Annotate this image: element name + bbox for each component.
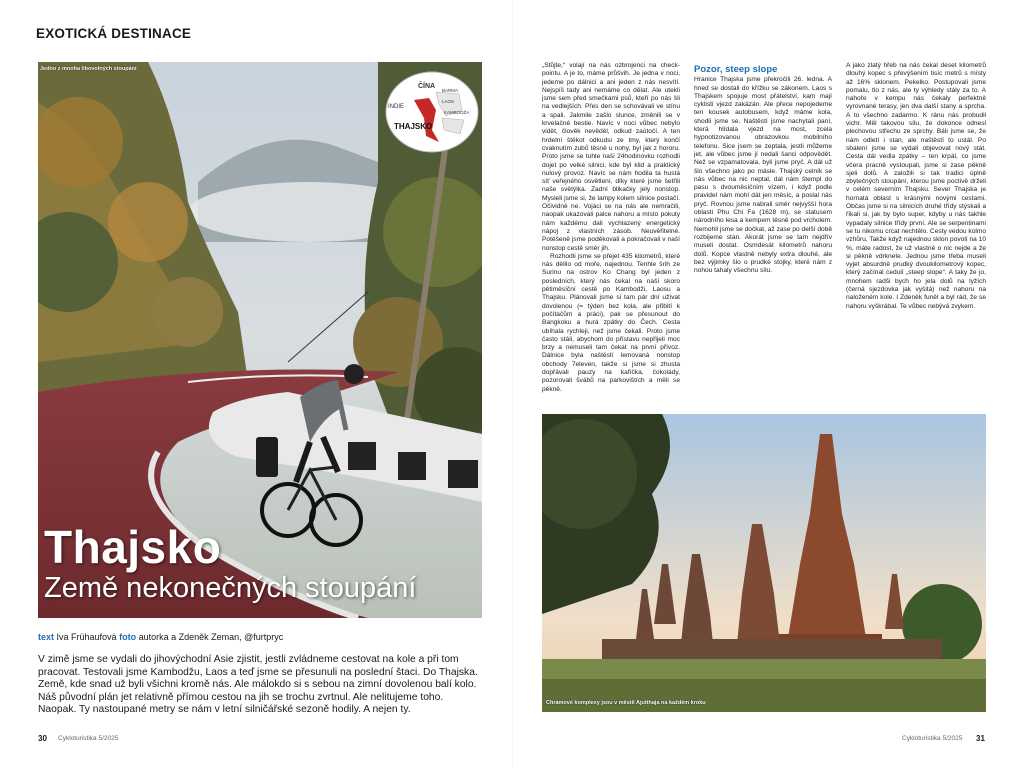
text-column-2 [694,62,832,275]
map-label-barma: BARMA [442,88,459,93]
page-number-right: 31 [976,734,985,743]
map-label-laos: LAOS [442,99,455,104]
column-1-paragraph-1: „Stůjte,“ volají na nás ozbrojenci na check-pointu. A je to, máme průšvih. Je jedna v noci, jedeme po dálnici a ani jeden z nás nesvítí. Nejspíš tady ani nemáme co dělat. Ale utekli jsme sem před smečkami psů, kteří po nás šli na vedlejších. Přes den se schovávali ve stínu a spali. Jakmile zašlo slunce, změnili se v krvelačné bestie. Navíc v noci vůbec nebylo vidět, člověk nevěděl, odkud zaútočí. A ten hrdelní štěkot odkudsi ze tmy, který končí cvaknutím zubů těsně u nohy, byl jak z hororu. Proto jsme se tuhle naši 24hodinovku rozhodli dojet po velké silnici, kde byl klid a praktický nulový provoz. Navíc se nám hodila ta hustá síť veřejného osvětlení, díky které jsme šetřili naše světýlka. Zadní blikačky jely nonstop. Mysleli jsme si, že lampy kolem silnice postačí. Očividně ne. Vojáci se na nás ale nemračili, naopak ukazovali palce nahoru a místo pokuty nám každému dali vychlazený energetický nápoj z vlastních zásob. Neuvěřitelné. Potěšeně jsme poděkovali a pokračovali v naší nonstop cestě směr jih. [542,62,680,252]
hero-photo-caption: Jedno z mnoha libovolných stoupání [40,66,137,72]
column-1-paragraph-2: Rozhodli jsme se přejet 435 kilometrů, které nás dělilo od moře, najednou. Tenhle šrih ze Surinu na ostrov Ko Chang byl jeden z posledních, který nás čekal na naší skoro pětiměsíční cestě po Kambodži, Laosu a Thajsku. Plánovali jsme si tam pár dní užívat dovolenou (= týden bez kola, ale přibití k počítačům a práci), pak se přesunout do Bangkoku a hurá zpátky do Čech. Cesta ubíhala rychleji, než jsme čekali. Proto jsme často stáli, abychom do přístavu nepřijeli moc brzy a nemuseli tam čekat na první přívoz. Dálnice byla naštěstí lemovaná nonstop obchody 7eleven, takže si jsme si zhusta dopřávali pauzy na kafíčka, čokolády, pozorovali švábů na parkovištích a měli se pěkně. [542,252,680,393]
temple-photo [542,414,986,712]
map-label-kambodza: KAMBODŽA [444,110,470,115]
footer-right: Cykloturistika 5/2025 [902,735,963,742]
map-label-thajsko: THAJSKO [394,122,433,131]
map-label-cina: ČÍNA [418,83,436,90]
locator-map [384,70,480,154]
section-title: EXOTICKÁ DESTINACE [36,26,192,41]
page-number-left: 30 [38,734,47,743]
lead-paragraph: V zimě jsme se vydali do jihovýchodní Asie zjistit, jestli zvládneme cestovat na kole a při tom pracovat. Testovali jsme Kambodžu, Laos a teď jsme se přesunuli na poslední štaci. Do Thajska. Země, kde snad už byli všichni kromě nás. Ale málokdo si s sebou na zimní dovolenou balí kolo. Náš původní plán jet relativně přímou cestou na jih se trochu zvrtnul. Ale nelitujeme toho. Naopak. Ty nastoupané metry se nám v letní silničářské sezoně hodily. A nejen ty. [38,654,478,716]
credits [38,632,283,642]
credits-text-author: Iva Frühaufová [56,632,117,642]
text-column-1 [542,62,680,394]
article-title: Thajsko [44,521,222,573]
page-gutter [512,0,513,768]
article-subtitle: Země nekonečných stoupání [44,572,417,604]
temple-photo-caption: Chrámové komplexy jsou v městě Ajutthaja na každém kroku [546,700,706,706]
text-column-3: A jako zlatý hřeb na nás čekal deset kilometrů dlouhý kopec s převýšením tisíc metrů s místy až 16% sklonem. Pekelko. Postupovali jsme pomalu, tlo z nás, ale ty výhledy stály za to. A nahoře v kempu nás čekaly perfektně vyrovnané terasy, jen dva další stany a sprcha. A to všechno zadarmo. K ránu nás probudil vichr. Měl takovou sílu, že dokonce odnesl plechovou střechu ze sprchy. Báli jsme se, že nám odletí i stan, ale naštěstí to ustál. Po sbalení jsme se vydali objevovat nový stát. Cesta dál vedla zpátky – ten krpál, co jsme včera pracně vystoupali, jsme si zase pěkně sjeli dolů. A založili si tak tradici úplně zbytečných stoupání, kterou jsme poctivě drželi v celém severním Thajsku. Sever Thajska je hornatá oblast s krásnými novými cestami. Občas jsme si na silnicích druhé třídy stýskali a říkali si, jak by bylo super, kdyby u nás takhle vypadaly silnice třídy první. Ale se serpentinami se tu nikomu crcat nechtělo. Cesty vedou kolmo vzhůru. Takže když najednou sklon povolí na 10 %, máte radost, že už vlastně o nic nejde a že si pěkně vdrknete. Jednou jsme třeba museli vyjet absurdně prudký dvoukilometrový kopec, který začínal cedulí „steep slope“. A taky že jo, mnohem radši bych ho jela dolů na lyžích (černá sjezdovka jak vyšitá) než nahoru na naloženém kole. I Zdeněk funěl a byl rád, že se nahoru vyškrábal. Te vůbec nebývá zvykem. [846,62,987,310]
map-label-indie: INDIE [388,104,405,110]
credits-text-label: text [38,632,55,642]
column-2-text: Hranice Thajska jsme překročili 26. ledna. A hned se dostali do křížku se zákonem. Laos s Thajskem spojuje most přátelství, kam mají cyklisti vjezd zakázán. Ale přece nepojedeme ten kousek autobusem, když máme kola, shodli jsme se. Naštěstí jsme nachytali paní, která hlídala vjezd na most, zcela hypnotizovanou obrazovkou mobilního telefonu. Sice jsem se zeptala, jestli můžeme jet, ale vůbec jsme jí nedali šanci odpovědět. Než se vzpamatovala, byli jsme pryč. A dál už šlo všechno jako po másle. Thajský celník se nás vůbec na nic neptal, dal nám štempl do pasu s dvouměsíčním vízem, i když podle pravidel nám mohl dát jen měsíc, a poslal nás pryč. Rovnou jsme nabrali směr nejvyšší hora oblasti Phu Chi Fa (1628 m), se statusem národního lesa a kempem těsně pod vrcholem. Nemohli jsme se dočkat, až zase po delší době rozbijeme stan. Akorát jsme se tam nejdřív museli dostat. Osmdesát kilometrů nahoru dolů. Kopce vlastně nebyly extra dlouhé, ale bez výjimky šlo o prudké stojky, které nám z nohou tahaly všechnu sílu. [694,76,832,275]
credits-photo-author: autorka a Zdeněk Zeman, @furtpryc [138,632,284,642]
subheading: Pozor, steep slope [694,64,778,75]
footer-left: Cykloturistika 5/2025 [58,735,119,742]
credits-photo-label: foto [119,632,137,642]
